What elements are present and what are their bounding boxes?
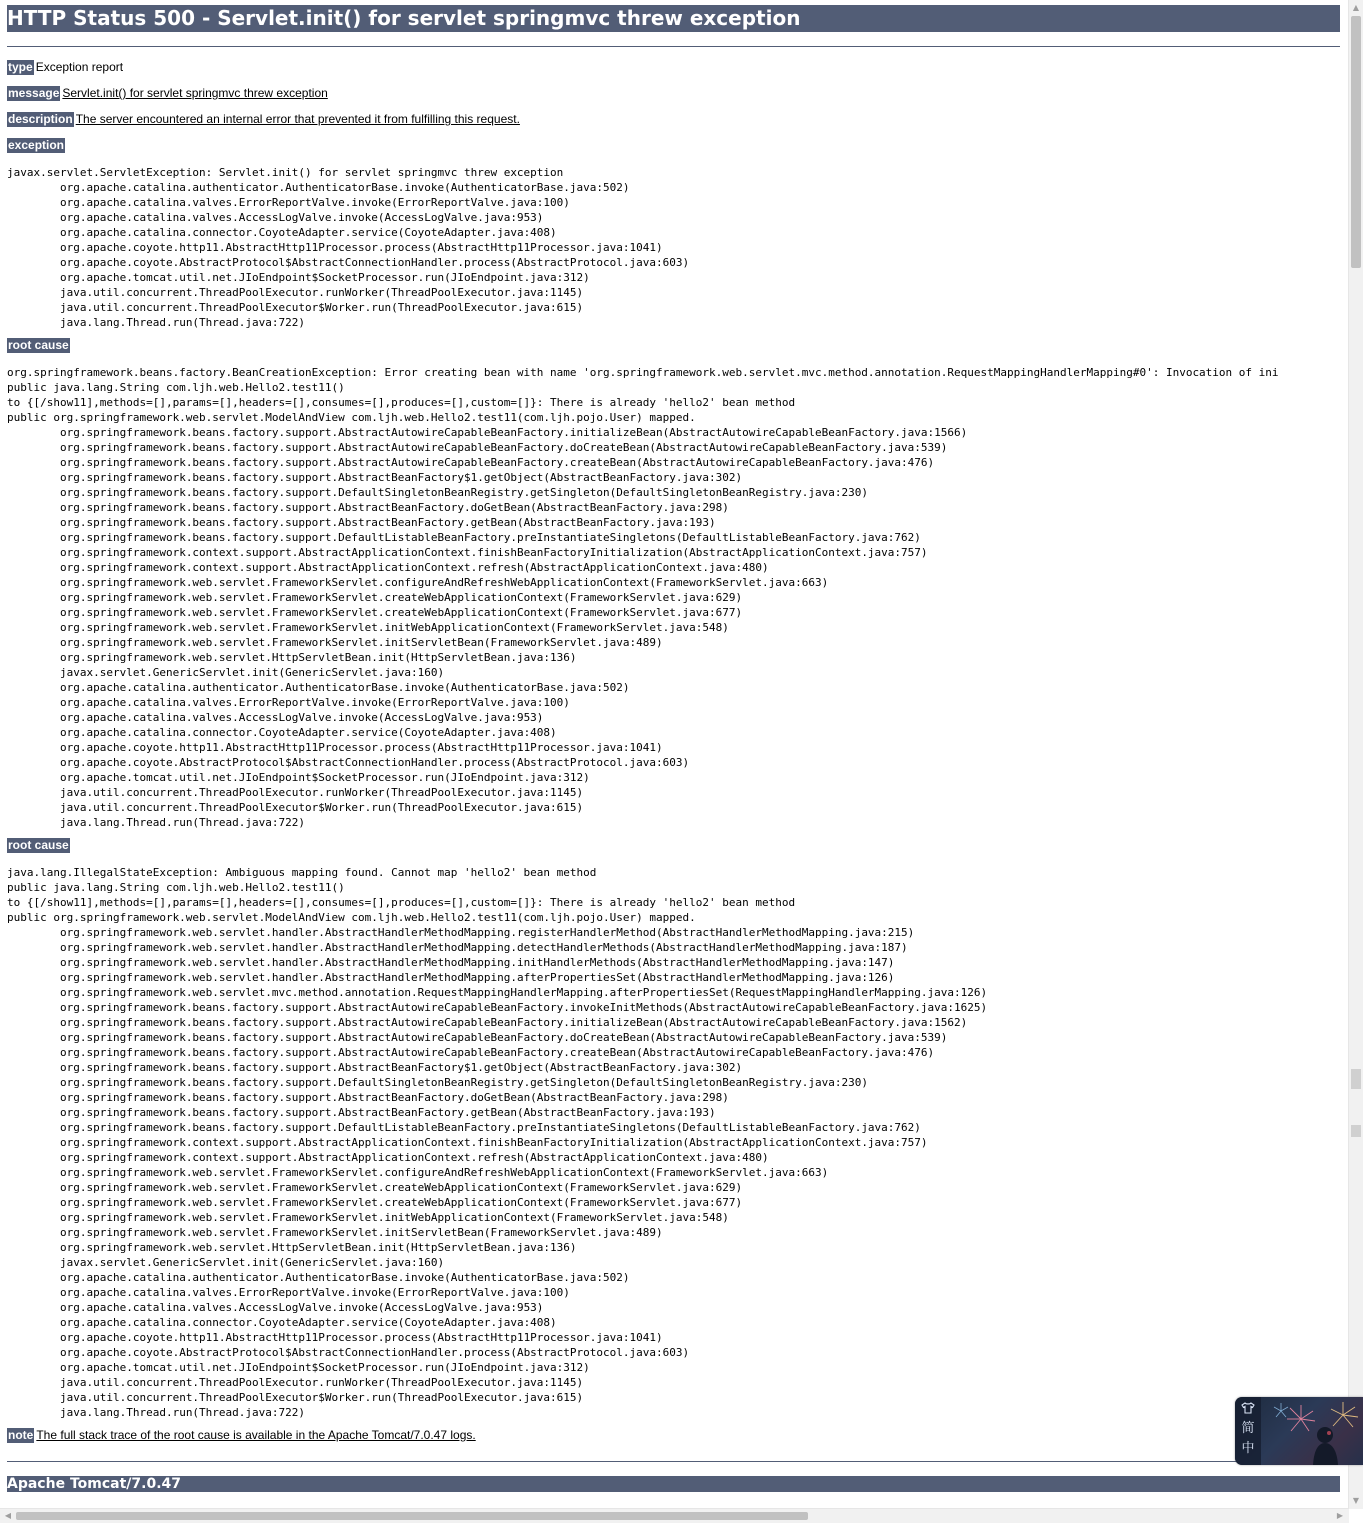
root-cause-row xyxy=(7,338,1340,353)
type-value: Exception report xyxy=(35,60,124,74)
scroll-left-arrow-icon[interactable]: ◀ xyxy=(4,1511,12,1520)
root-cause-stack-trace: org.springframework.beans.factory.BeanCreationException: Error creating bean with name 'org.springframework.web.servlet.mvc.method.annotation.RequestMappingHandlerMapping#0': Invocation of ini public java.lang.String com.ljh.web.Hello2.test11() to {[/show11],methods=[],params=[],headers=[],consumes=[],produces=[],custom=[]}: There is already 'hello2' bean method public org.springframework.web.servlet.ModelAndView com.ljh.web.Hello2.test11(com.ljh.pojo.User) mapped. org.springframework.beans.factory.support.AbstractAutowireCapableBeanFactory.initializeBean(AbstractAutowireCapableBeanFactory.java:1566) org.springframework.beans.factory.support.AbstractAutowireCapableBeanFactory.doCreateBean(AbstractAutowireCapableBeanFactory.java:539) org.springframework.beans.factory.support.AbstractAutowireCapableBeanFactory.createBean(AbstractAutowireCapableBeanFactory.java:476) org.springframework.beans.factory.support.AbstractBeanFactory$1.getObject(AbstractBeanFactory.java:302) org.springframework.beans.factory.support.DefaultSingletonBeanRegistry.getSingleton(DefaultSingletonBeanRegistry.java:230) org.springframework.beans.factory.support.AbstractBeanFactory.doGetBean(AbstractBeanFactory.java:298) org.springframework.beans.factory.support.AbstractBeanFactory.getBean(AbstractBeanFactory.java:193) org.springframework.beans.factory.support.DefaultListableBeanFactory.preInstantiateSingletons(DefaultListableBeanFactory.java:762) org.springframework.context.support.AbstractApplicationContext.finishBeanFactoryInitialization(AbstractApplicationContext.java:757) org.springframework.context.support.AbstractApplicationContext.refresh(AbstractApplicationContext.java:480) org.springframework.web.servlet.FrameworkServlet.configureAndRefreshWebApplicationContext(FrameworkServlet.java:663) org.springframework.web.servlet.FrameworkServlet.createWebApplicationContext(FrameworkServlet.java:629) org.springframework.web.servlet.FrameworkServlet.createWebApplicationContext(FrameworkServlet.java:677) org.springframework.web.servlet.FrameworkServlet.initWebApplicationContext(FrameworkServlet.java:548) org.springframework.web.servlet.FrameworkServlet.initServletBean(FrameworkServlet.java:489) org.springframework.web.servlet.HttpServletBean.init(HttpServletBean.java:136) javax.servlet.GenericServlet.init(GenericServlet.java:160) org.apache.catalina.authenticator.AuthenticatorBase.invoke(AuthenticatorBase.java:502) org.apache.catalina.valves.ErrorReportValve.invoke(ErrorReportValve.java:100) org.apache.catalina.valves.AccessLogValve.invoke(AccessLogValve.java:953) org.apache.catalina.connector.CoyoteAdapter.service(CoyoteAdapter.java:408) org.apache.coyote.http11.AbstractHttp11Processor.process(AbstractHttp11Processor.java:1041) org.apache.coyote.AbstractProtocol$AbstractConnectionHandler.process(AbstractProtocol.java:603) org.apache.tomcat.util.net.JIoEndpoint$SocketProcessor.run(JIoEndpoint.java:312) java.util.concurrent.ThreadPoolExecutor.runWorker(ThreadPoolExecutor.java:1145) java.util.concurrent.ThreadPoolExecutor$Worker.run(ThreadPoolExecutor.java:615) java.lang.Thread.run(Thread.java:722) xyxy=(7,366,1279,829)
root-cause-stack-trace: java.lang.IllegalStateException: Ambiguous mapping found. Cannot map 'hello2' bean method public java.lang.String com.ljh.web.Hello2.test11() to {[/show11],methods=[],params=[],headers=[],consumes=[],produces=[],custom=[]}: There is already 'hello2' bean method public org.springframework.web.servlet.ModelAndView com.ljh.web.Hello2.test11(com.ljh.pojo.User) mapped. org.springframework.web.servlet.handler.AbstractHandlerMethodMapping.registerHandlerMethod(AbstractHandlerMethodMapping.java:215) org.springframework.web.servlet.handler.AbstractHandlerMethodMapping.detectHandlerMethods(AbstractHandlerMethodMapping.java:187) org.springframework.web.servlet.handler.AbstractHandlerMethodMapping.initHandlerMethods(AbstractHandlerMethodMapping.java:147) org.springframework.web.servlet.handler.AbstractHandlerMethodMapping.afterPropertiesSet(AbstractHandlerMethodMapping.java:126) org.springframework.web.servlet.mvc.method.annotation.RequestMappingHandlerMapping.afterPropertiesSet(RequestMappingHandlerMapping.java:126) org.springframework.beans.factory.support.AbstractAutowireCapableBeanFactory.invokeInitMethods(AbstractAutowireCapableBeanFactory.java:1625) org.springframework.beans.factory.support.AbstractAutowireCapableBeanFactory.initializeBean(AbstractAutowireCapableBeanFactory.java:1562) org.springframework.beans.factory.support.AbstractAutowireCapableBeanFactory.doCreateBean(AbstractAutowireCapableBeanFactory.java:539) org.springframework.beans.factory.support.AbstractAutowireCapableBeanFactory.createBean(AbstractAutowireCapableBeanFactory.java:476) org.springframework.beans.factory.support.AbstractBeanFactory$1.getObject(AbstractBeanFactory.java:302) org.springframework.beans.factory.support.DefaultSingletonBeanRegistry.getSingleton(DefaultSingletonBeanRegistry.java:230) org.springframework.beans.factory.support.AbstractBeanFactory.doGetBean(AbstractBeanFactory.java:298) org.springframework.beans.factory.support.AbstractBeanFactory.getBean(AbstractBeanFactory.java:193) org.springframework.beans.factory.support.DefaultListableBeanFactory.preInstantiateSingletons(DefaultListableBeanFactory.java:762) org.springframework.context.support.AbstractApplicationContext.finishBeanFactoryInitialization(AbstractApplicationContext.java:757) org.springframework.context.support.AbstractApplicationContext.refresh(AbstractApplicationContext.java:480) org.springframework.web.servlet.FrameworkServlet.configureAndRefreshWebApplicationContext(FrameworkServlet.java:663) org.springframework.web.servlet.FrameworkServlet.createWebApplicationContext(FrameworkServlet.java:629) org.springframework.web.servlet.FrameworkServlet.createWebApplicationContext(FrameworkServlet.java:677) org.springframework.web.servlet.FrameworkServlet.initWebApplicationContext(FrameworkServlet.java:548) org.springframework.web.servlet.FrameworkServlet.initServletBean(FrameworkServlet.java:489) org.springframework.web.servlet.HttpServletBean.init(HttpServletBean.java:136) javax.servlet.GenericServlet.init(GenericServlet.java:160) org.apache.catalina.authenticator.AuthenticatorBase.invoke(AuthenticatorBase.java:502) org.apache.catalina.valves.ErrorReportValve.invoke(ErrorReportValve.java:100) org.apache.catalina.valves.AccessLogValve.invoke(AccessLogValve.java:953) org.apache.catalina.connector.CoyoteAdapter.service(CoyoteAdapter.java:408) org.apache.coyote.http11.AbstractHttp11Processor.process(AbstractHttp11Processor.java:1041) org.apache.coyote.AbstractProtocol$AbstractConnectionHandler.process(AbstractProtocol.java:603) org.apache.tomcat.util.net.JIoEndpoint$SocketProcessor.run(JIoEndpoint.java:312) java.util.concurrent.ThreadPoolExecutor.runWorker(ThreadPoolExecutor.java:1145) java.util.concurrent.ThreadPoolExecutor$Worker.run(ThreadPoolExecutor.java:615) java.lang.Thread.run(Thread.java:722) xyxy=(7,866,988,1419)
exception-stack-trace: javax.servlet.ServletException: Servlet.init() for servlet springmvc threw exception org.apache.catalina.authenticator.AuthenticatorBase.invoke(AuthenticatorBase.java:502) org.apache.catalina.valves.ErrorReportValve.invoke(ErrorReportValve.java:100) org.apache.catalina.valves.AccessLogValve.invoke(AccessLogValve.java:953) org.apache.catalina.connector.CoyoteAdapter.service(CoyoteAdapter.java:408) org.apache.coyote.http11.AbstractHttp11Processor.process(AbstractHttp11Processor.java:1041) org.apache.coyote.AbstractProtocol$AbstractConnectionHandler.process(AbstractProtocol.java:603) org.apache.tomcat.util.net.JIoEndpoint$SocketProcessor.run(JIoEndpoint.java:312) java.util.concurrent.ThreadPoolExecutor.runWorker(ThreadPoolExecutor.java:1145) java.util.concurrent.ThreadPoolExecutor$Worker.run(ThreadPoolExecutor.java:615) java.lang.Thread.run(Thread.java:722) xyxy=(7,166,690,329)
vertical-scrollbar-thumb[interactable] xyxy=(1351,16,1361,268)
ime-toolbar xyxy=(1235,1397,1261,1465)
message-value: Servlet.init() for servlet springmvc threw exception xyxy=(62,86,328,100)
divider xyxy=(7,1461,1340,1462)
exception-row xyxy=(7,138,1340,153)
type-label: type xyxy=(8,60,33,74)
exception-label: exception xyxy=(8,138,65,152)
horizontal-scrollbar[interactable] xyxy=(0,1508,1349,1523)
note-label: note xyxy=(8,1428,34,1442)
ime-floating-widget[interactable] xyxy=(1235,1397,1363,1465)
type-row xyxy=(7,60,1340,75)
description-row xyxy=(7,112,1340,127)
ime-mode-chinese[interactable]: 中 xyxy=(1241,1441,1255,1456)
note-row xyxy=(7,1428,1340,1443)
error-page xyxy=(7,5,1340,1492)
root-cause-label: root cause xyxy=(8,838,69,852)
scrollbar-marker xyxy=(1351,1125,1361,1137)
message-row xyxy=(7,86,1340,101)
root-cause-label: root cause xyxy=(8,338,69,352)
scroll-down-arrow-icon[interactable]: ▼ xyxy=(1352,1496,1360,1505)
message-label: message xyxy=(8,86,60,100)
scroll-up-arrow-icon[interactable]: ▲ xyxy=(1352,3,1360,12)
scroll-right-arrow-icon[interactable]: ▶ xyxy=(1336,1511,1344,1520)
server-footer: Apache Tomcat/7.0.47 xyxy=(7,1476,1340,1492)
note-value: The full stack trace of the root cause is available in the Apache Tomcat/7.0.47 logs. xyxy=(36,1428,476,1442)
page-title: HTTP Status 500 - Servlet.init() for servlet springmvc threw exception xyxy=(7,5,1340,32)
description-value: The server encountered an internal error that prevented it from fulfilling this request. xyxy=(75,112,520,126)
scrollbar-marker xyxy=(1351,1069,1361,1089)
horizontal-scrollbar-thumb[interactable] xyxy=(16,1512,808,1520)
root-cause-row xyxy=(7,838,1340,853)
fireworks-skin-image xyxy=(1261,1397,1363,1465)
vertical-scrollbar[interactable] xyxy=(1348,0,1363,1509)
divider xyxy=(7,46,1340,47)
ime-mode-simplified[interactable]: 简 xyxy=(1241,1421,1255,1436)
shirt-icon[interactable] xyxy=(1235,1397,1261,1419)
description-label: description xyxy=(8,112,73,126)
